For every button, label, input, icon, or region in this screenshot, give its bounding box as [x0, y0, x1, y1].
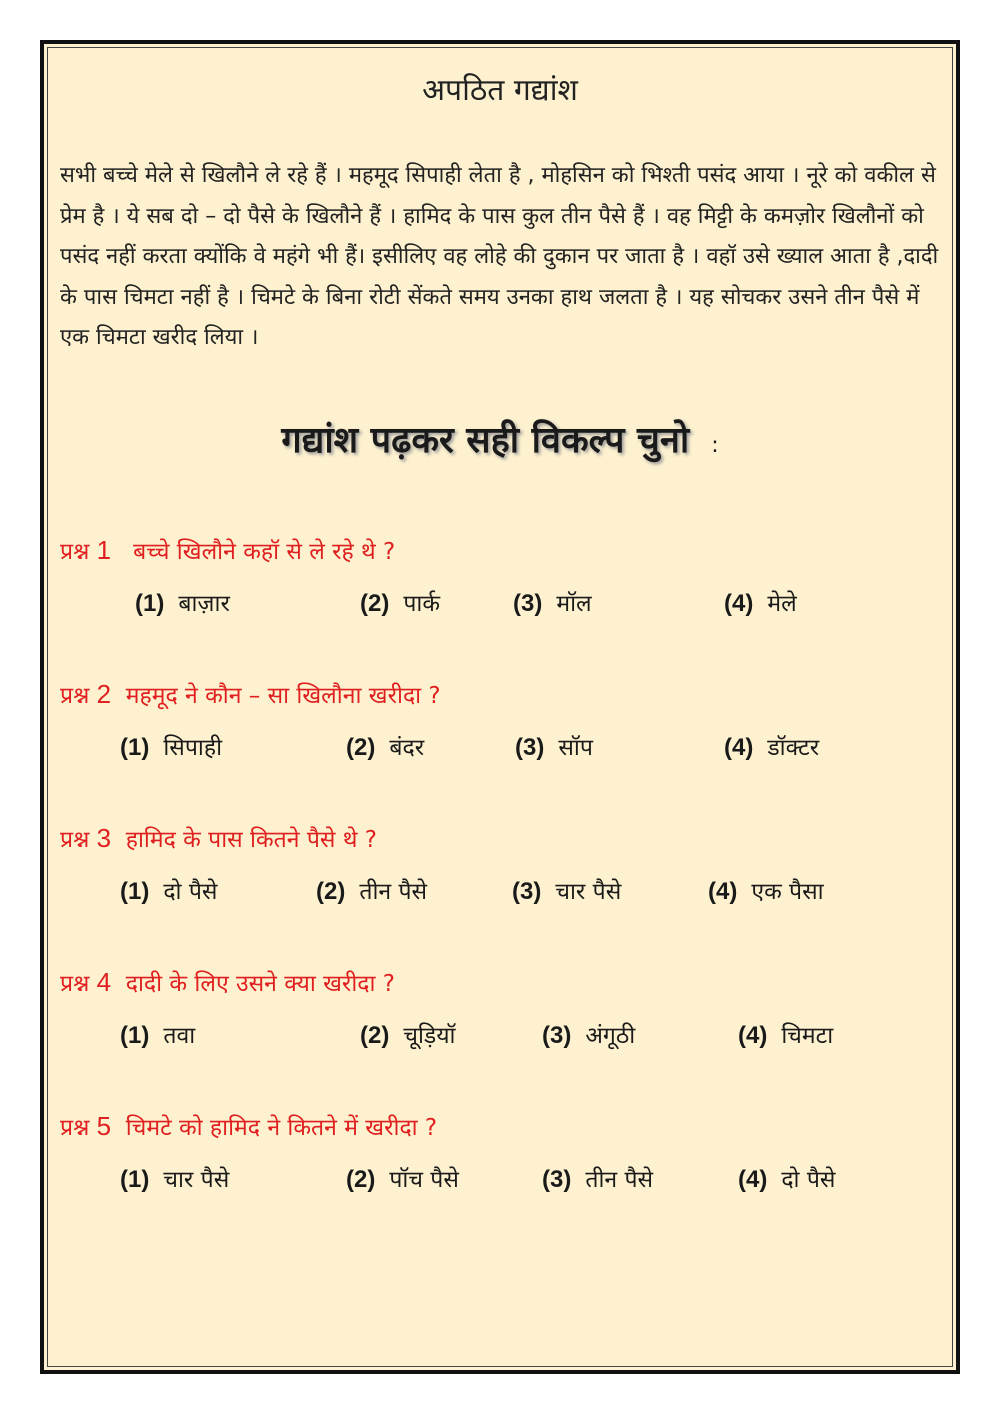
question-2-option-4[interactable]	[724, 730, 819, 762]
question-5-option-3[interactable]	[542, 1162, 653, 1194]
option-number: (4)	[708, 878, 738, 905]
option-number: (2)	[346, 734, 376, 761]
option-label: सिपाही	[163, 735, 223, 761]
worksheet-frame	[40, 40, 960, 1374]
option-number: (4)	[724, 590, 754, 617]
question-3-option-2[interactable]	[316, 874, 427, 906]
question-number: 3	[96, 823, 112, 853]
option-label: चार पैसे	[555, 879, 622, 905]
question-3-option-1[interactable]	[120, 874, 217, 906]
question-1-option-3[interactable]	[513, 586, 592, 618]
option-number: (4)	[724, 734, 754, 761]
option-number: (3)	[515, 734, 545, 761]
question-5-option-2[interactable]	[346, 1162, 459, 1194]
option-number: (4)	[738, 1166, 768, 1193]
option-label: दो पैसे	[163, 879, 218, 905]
question-1-option-4[interactable]	[724, 586, 797, 618]
question-prompt: हामिद के पास कितने पैसे थे ?	[125, 827, 377, 853]
question-4	[60, 966, 940, 1086]
option-label: सॉप	[558, 735, 593, 761]
question-prompt: दादी के लिए उसने क्या खरीदा ?	[125, 971, 395, 997]
question-prompt: चिमटे को हामिद ने कितने में खरीदा ?	[125, 1115, 438, 1141]
question-3-option-3[interactable]	[512, 874, 621, 906]
option-label: चूड़ियॉ	[403, 1023, 456, 1049]
option-number: (1)	[120, 1022, 150, 1049]
question-prompt: महमूद ने कौन – सा खिलौना खरीदा ?	[125, 683, 441, 709]
option-label: बाज़ार	[178, 591, 230, 617]
option-label: मेले	[767, 591, 797, 617]
question-2	[60, 678, 940, 798]
question-3-text	[60, 822, 377, 854]
question-number: 2	[96, 679, 112, 709]
worksheet-title: अपठित गद्यांश	[422, 73, 578, 108]
option-number: (3)	[542, 1166, 572, 1193]
question-5-option-4[interactable]	[738, 1162, 835, 1194]
option-number: (2)	[346, 1166, 376, 1193]
option-number: (1)	[135, 590, 165, 617]
option-label: बंदर	[389, 735, 425, 761]
instruction-colon: :	[711, 433, 719, 458]
option-number: (1)	[120, 1166, 150, 1193]
option-label: एक पैसा	[751, 879, 824, 905]
question-5-text	[60, 1110, 437, 1142]
question-label: प्रश्न	[60, 539, 90, 565]
question-prompt: बच्चे खिलौने कहॉ से ले रहे थे ?	[133, 539, 396, 565]
question-number: 5	[96, 1111, 112, 1141]
question-1	[60, 534, 940, 654]
option-number: (2)	[360, 1022, 390, 1049]
option-label: डॉक्टर	[767, 735, 820, 761]
question-label: प्रश्न	[60, 683, 90, 709]
option-label: पार्क	[403, 591, 441, 617]
passage-text: सभी बच्चे मेले से खिलौने ले रहे हैं । महमूद सिपाही लेता है , मोहसिन को भिश्ती पसंद आया । नूरे को वकील से प्रेम है । ये सब दो – दो पैसे के खिलौने हैं । हामिद के पास कुल तीन पैसे हैं । वह मिट्टी के कमज़ोर खिलौनों को पसंद नहीं करता क्योंकि वे महंगे भी हैं। इसीलिए वह लोहे की दुकान पर जाता है । वहॉ उसे ख्याल आता है ,दादी के पास चिमटा नहीं है । चिमटे के बिना रोटी सेंकते समय उनका हाथ जलता है । यह सोचकर उसने तीन पैसे में एक चिमटा खरीद लिया ।	[60, 163, 939, 350]
question-4-option-2[interactable]	[360, 1018, 456, 1050]
question-4-option-1[interactable]	[120, 1018, 195, 1050]
option-label: तवा	[163, 1023, 196, 1049]
option-number: (1)	[120, 878, 150, 905]
question-label: प्रश्न	[60, 971, 90, 997]
instruction-text: गद्यांश पढ़कर सही विकल्प चुनो	[281, 420, 690, 461]
question-2-option-3[interactable]	[515, 730, 593, 762]
option-label: अंगूठी	[585, 1023, 636, 1049]
question-1-option-1[interactable]	[135, 586, 230, 618]
option-label: दो पैसे	[781, 1167, 836, 1193]
option-number: (3)	[513, 590, 543, 617]
question-1-text	[60, 534, 395, 566]
question-label: प्रश्न	[60, 1115, 90, 1141]
question-5-option-1[interactable]	[120, 1162, 229, 1194]
question-4-option-4[interactable]	[738, 1018, 833, 1050]
question-4-option-3[interactable]	[542, 1018, 635, 1050]
question-number: 1	[96, 535, 112, 565]
option-number: (3)	[542, 1022, 572, 1049]
option-label: पॉच पैसे	[389, 1167, 459, 1193]
question-5	[60, 1110, 940, 1230]
option-number: (2)	[360, 590, 390, 617]
question-number: 4	[96, 967, 112, 997]
question-2-text	[60, 678, 441, 710]
option-label: तीन पैसे	[359, 879, 428, 905]
option-number: (1)	[120, 734, 150, 761]
question-4-text	[60, 966, 395, 998]
option-number: (4)	[738, 1022, 768, 1049]
instruction-heading	[44, 414, 956, 463]
question-3	[60, 822, 940, 942]
option-label: मॉल	[556, 591, 592, 617]
question-1-option-2[interactable]	[360, 586, 440, 618]
question-label: प्रश्न	[60, 827, 90, 853]
question-3-option-4[interactable]	[708, 874, 824, 906]
option-number: (3)	[512, 878, 542, 905]
option-number: (2)	[316, 878, 346, 905]
question-2-option-1[interactable]	[120, 730, 222, 762]
option-label: चिमटा	[781, 1023, 834, 1049]
option-label: तीन पैसे	[585, 1167, 654, 1193]
option-label: चार पैसे	[163, 1167, 230, 1193]
question-2-option-2[interactable]	[346, 730, 424, 762]
